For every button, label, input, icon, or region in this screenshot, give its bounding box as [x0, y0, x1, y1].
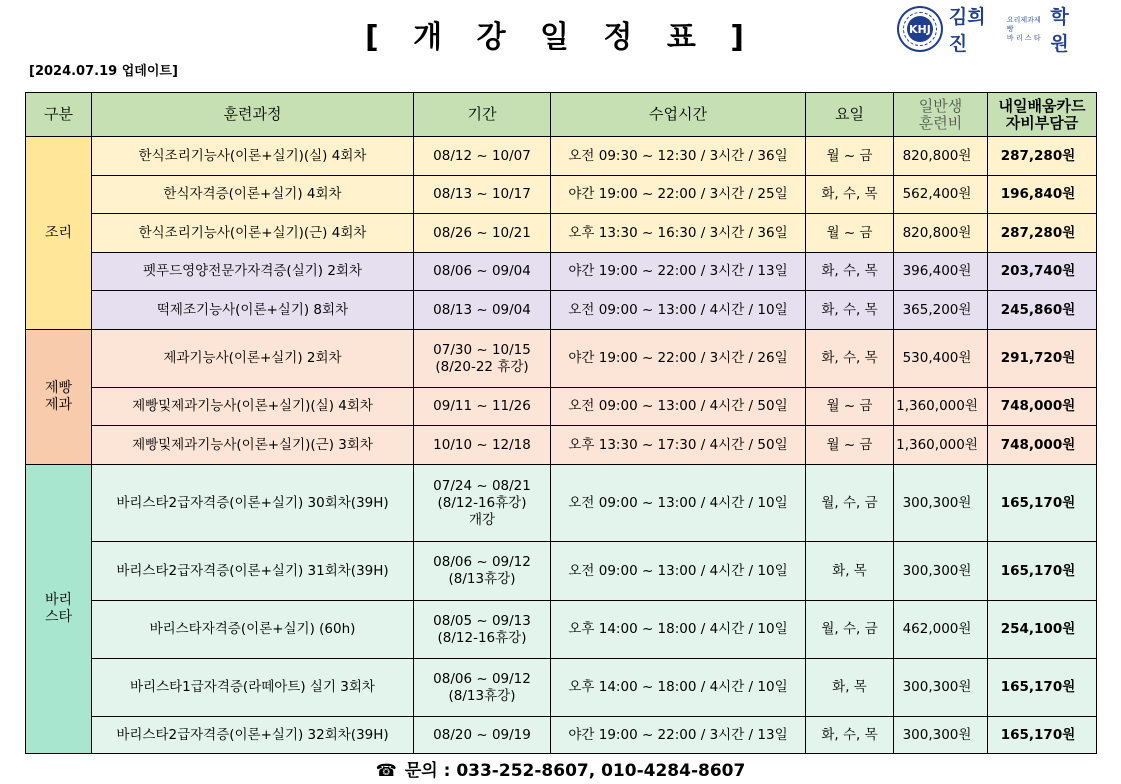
course-name: 바리스타1급자격증(라떼아트) 실기 3회차 — [92, 659, 414, 717]
general-fee: 562,400원 — [894, 176, 988, 214]
class-time: 야간 19:00 ~ 22:00 / 3시간 / 26일 — [551, 330, 806, 388]
phone-icon: ☎ — [375, 761, 397, 781]
course-period: 08/20 ~ 09/19 — [414, 717, 551, 754]
self-pay-cost: 291,720원 — [988, 330, 1097, 388]
self-pay-cost: 165,170원 — [988, 659, 1097, 717]
course-period: 10/10 ~ 12/18 — [414, 426, 551, 465]
course-name: 제빵및제과기능사(이론+실기)(근) 3회차 — [92, 426, 414, 465]
class-time: 오후 14:00 ~ 18:00 / 4시간 / 10일 — [551, 601, 806, 659]
class-days: 월 ~ 금 — [806, 137, 894, 176]
class-time: 야간 19:00 ~ 22:00 / 3시간 / 13일 — [551, 717, 806, 754]
course-name: 바리스타2급자격증(이론+실기) 30회차(39H) — [92, 465, 414, 542]
self-pay-cost: 196,840원 — [988, 176, 1097, 214]
class-time: 오전 09:30 ~ 12:30 / 3시간 / 36일 — [551, 137, 806, 176]
header-days: 요일 — [806, 93, 894, 137]
header-card-line1: 내일배움카드 — [998, 96, 1086, 115]
self-pay-cost: 203,740원 — [988, 253, 1097, 291]
general-fee: 820,800원 — [894, 137, 988, 176]
header-class-time: 수업시간 — [551, 93, 806, 137]
contact-text: 문의 : 033-252-8607, 010-4284-8607 — [404, 761, 746, 781]
course-name: 펫푸드영양전문가자격증(실기) 2회차 — [92, 253, 414, 291]
class-days: 월 ~ 금 — [806, 214, 894, 253]
general-fee: 300,300원 — [894, 465, 988, 542]
schedule-table — [25, 92, 1097, 754]
academy-emblem-icon — [897, 6, 943, 52]
self-pay-cost: 287,280원 — [988, 137, 1097, 176]
self-pay-cost: 748,000원 — [988, 388, 1097, 426]
course-period: 08/26 ~ 10/21 — [414, 214, 551, 253]
general-fee: 300,300원 — [894, 659, 988, 717]
self-pay-cost: 245,860원 — [988, 291, 1097, 330]
general-fee: 1,360,000원 — [894, 388, 988, 426]
general-fee: 300,300원 — [894, 542, 988, 601]
header-period: 기간 — [414, 93, 551, 137]
general-fee: 820,800원 — [894, 214, 988, 253]
class-days: 화, 목 — [806, 542, 894, 601]
class-time: 오후 14:00 ~ 18:00 / 4시간 / 10일 — [551, 659, 806, 717]
course-name: 한식자격증(이론+실기) 4회차 — [92, 176, 414, 214]
table-row — [26, 388, 1097, 426]
class-time: 오후 13:30 ~ 16:30 / 3시간 / 36일 — [551, 214, 806, 253]
course-period: 08/06 ~ 09/04 — [414, 253, 551, 291]
class-days: 화, 수, 목 — [806, 717, 894, 754]
table-row — [26, 330, 1097, 388]
course-name: 바리스타자격증(이론+실기) (60h) — [92, 601, 414, 659]
general-fee: 300,300원 — [894, 717, 988, 754]
table-row — [26, 426, 1097, 465]
class-days: 화, 수, 목 — [806, 330, 894, 388]
logo-sub-line2: 바 리 스 타 — [1006, 33, 1041, 42]
contact-info — [0, 756, 1121, 781]
header-fee-line2: 훈련비 — [918, 113, 963, 132]
logo-name: 김희진 — [948, 6, 986, 55]
self-pay-cost: 165,170원 — [988, 465, 1097, 542]
table-row — [26, 137, 1097, 176]
table-row — [26, 659, 1097, 717]
course-name: 바리스타2급자격증(이론+실기) 32회차(39H) — [92, 717, 414, 754]
general-fee: 1,360,000원 — [894, 426, 988, 465]
course-period: 08/12 ~ 10/07 — [414, 137, 551, 176]
class-time: 야간 19:00 ~ 22:00 / 3시간 / 25일 — [551, 176, 806, 214]
class-days: 화, 수, 목 — [806, 291, 894, 330]
header-card-cost — [988, 93, 1097, 137]
course-name: 한식조리기능사(이론+실기)(실) 4회차 — [92, 137, 414, 176]
table-row — [26, 253, 1097, 291]
course-period: 08/06 ~ 09/12 (8/13휴강) — [414, 542, 551, 601]
class-time: 오전 09:00 ~ 13:00 / 4시간 / 10일 — [551, 542, 806, 601]
course-name: 제빵및제과기능사(이론+실기)(실) 4회차 — [92, 388, 414, 426]
category-cooking: 조리 — [26, 137, 92, 330]
table-row — [26, 465, 1097, 542]
course-name: 제과기능사(이론+실기) 2회차 — [92, 330, 414, 388]
self-pay-cost: 287,280원 — [988, 214, 1097, 253]
table-row — [26, 601, 1097, 659]
course-period: 08/13 ~ 09/04 — [414, 291, 551, 330]
self-pay-cost: 748,000원 — [988, 426, 1097, 465]
class-days: 화, 목 — [806, 659, 894, 717]
self-pay-cost: 165,170원 — [988, 542, 1097, 601]
header-card-line2: 자비부담금 — [1005, 113, 1079, 132]
course-period: 08/13 ~ 10/17 — [414, 176, 551, 214]
class-days: 화, 수, 목 — [806, 176, 894, 214]
general-fee: 462,000원 — [894, 601, 988, 659]
class-time: 오전 09:00 ~ 13:00 / 4시간 / 10일 — [551, 291, 806, 330]
class-time: 오전 09:00 ~ 13:00 / 4시간 / 50일 — [551, 388, 806, 426]
course-period: 09/11 ~ 11/26 — [414, 388, 551, 426]
page-title: [ 개 강 일 정 표 ] — [365, 20, 756, 55]
table-row — [26, 291, 1097, 330]
header-general-fee — [894, 93, 988, 137]
category-barista: 바리 스타 — [26, 465, 92, 754]
course-period: 08/06 ~ 09/12 (8/13휴강) — [414, 659, 551, 717]
class-days: 월 ~ 금 — [806, 388, 894, 426]
logo-sub-line1: 요리제과제빵 — [1006, 15, 1041, 33]
general-fee: 396,400원 — [894, 253, 988, 291]
course-period: 08/05 ~ 09/13 (8/12-16휴강) — [414, 601, 551, 659]
class-time: 야간 19:00 ~ 22:00 / 3시간 / 13일 — [551, 253, 806, 291]
class-days: 월 ~ 금 — [806, 426, 894, 465]
table-row — [26, 542, 1097, 601]
class-time: 오전 09:00 ~ 13:00 / 4시간 / 10일 — [551, 465, 806, 542]
course-period: 07/24 ~ 08/21 (8/12-16휴강) 개강 — [414, 465, 551, 542]
course-name: 한식조리기능사(이론+실기)(근) 4회차 — [92, 214, 414, 253]
class-days: 월, 수, 금 — [806, 601, 894, 659]
logo-suffix: 학원 — [1050, 6, 1069, 55]
header-category: 구분 — [26, 93, 92, 137]
course-name: 떡제조기능사(이론+실기) 8회차 — [92, 291, 414, 330]
class-time: 오후 13:30 ~ 17:30 / 4시간 / 50일 — [551, 426, 806, 465]
update-date: [2024.07.19 업데이트] — [29, 64, 178, 79]
table-row — [26, 717, 1097, 754]
general-fee: 530,400원 — [894, 330, 988, 388]
header-course: 훈련과정 — [92, 93, 414, 137]
course-period: 07/30 ~ 10/15 (8/20-22 휴강) — [414, 330, 551, 388]
category-baking: 제빵 제과 — [26, 330, 92, 465]
class-days: 월, 수, 금 — [806, 465, 894, 542]
emblem-text: KHJ — [907, 16, 933, 42]
class-days: 화, 수, 목 — [806, 253, 894, 291]
header-fee-line1: 일반생 — [918, 96, 963, 115]
academy-logo — [897, 6, 1087, 55]
course-name: 바리스타2급자격증(이론+실기) 31회차(39H) — [92, 542, 414, 601]
self-pay-cost: 254,100원 — [988, 601, 1097, 659]
table-row — [26, 176, 1097, 214]
table-row — [26, 214, 1097, 253]
general-fee: 365,200원 — [894, 291, 988, 330]
self-pay-cost: 165,170원 — [988, 717, 1097, 754]
